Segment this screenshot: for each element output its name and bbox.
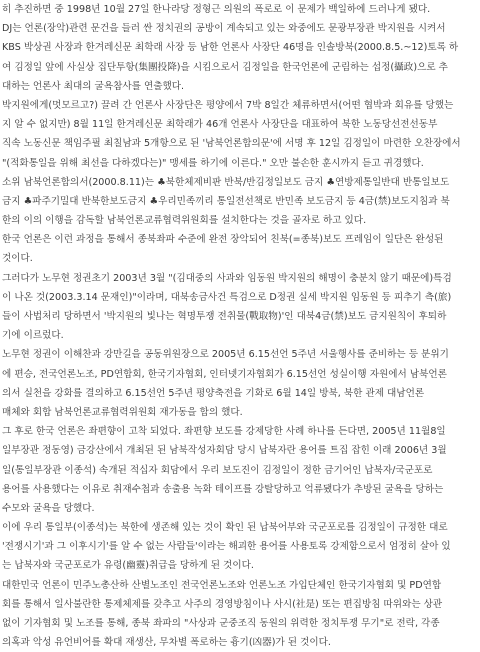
article-paragraph <box>0 422 480 518</box>
article-paragraph <box>0 345 480 422</box>
paragraph-line: 노무현 정권이 이해찬과 강만길을 공동위원장으로 2005년 6.15선언 5주년 서울행사를 준비하는 등 분위기 <box>2 349 449 361</box>
paragraph-line: 에 편승, 전국언론노조, PD연합회, 한국기자협회, 인터넷기자협회가 6.15선언 성실이행 자원에서 남북언론 <box>2 368 447 380</box>
paragraph-line: 기에 이르렀다. <box>2 330 64 342</box>
paragraph-line: 대하는 언론사 최대의 굴욕참사를 연출했다. <box>2 80 185 92</box>
paragraph-line: '전쟁시기'과 그 이후시기'를 알 수 없는 사람들'이라는 해괴한 용어를 사용토록 강제함으로서 엄정히 살아 있 <box>2 541 451 553</box>
paragraph-line: 것이다. <box>2 253 33 265</box>
paragraph-line: DJ는 언론(장악)관련 문건을 들러 싼 정치권의 공방이 계속되고 있는 와중에도 문광부장관 박지원을 시켜서 <box>2 23 446 35</box>
article-paragraph <box>0 269 480 346</box>
paragraph-line: 수모와 굴욕을 당했다. <box>2 502 95 514</box>
paragraph-line: 이에 우리 통일부(이종석)는 북한에 생존해 있는 것이 확인 된 납북어부와 국군포로를 김정일이 규정한 대로 <box>2 522 448 534</box>
paragraph-line: 용어를 사용했다는 이유로 취재수첩과 송출용 녹화 테이프를 강탈당하고 억류됐다가 추방된 굴욕을 당하는 <box>2 483 444 495</box>
paragraph-line: 들이 사법처리 당하면서 '박지원의 빛나는 혁명투쟁 전취물(戰取物)'인 대북4금(禁)보도 금지원칙이 후퇴하 <box>2 311 447 322</box>
paragraph-line: 없이 기자협회 및 노조를 통해, 종북 좌파의 "사상과 군중조직 동원의 위력한 정치투쟁 무기"로 전락, 각종 <box>2 618 440 629</box>
article-paragraph <box>0 173 480 231</box>
paragraph-line: 의서 실천을 강화를 결의하고 6.15선언 5주년 평양축전을 기화로 6월 14일 방북, 북한 관제 대남언론 <box>2 387 425 399</box>
article-paragraph <box>0 19 480 96</box>
article-paragraph <box>0 518 480 576</box>
paragraph-line: KBS 박상권 사장과 한겨레신문 최학래 사장 등 남한 언론사 사장단 46명을 인솔방북(2000.8.5.~12)토록 하 <box>2 42 459 54</box>
article-paragraph <box>0 0 480 19</box>
paragraph-line: 는 납북자와 국군포로가 유령(幽靈)취급을 당하게 된 것이다. <box>2 560 254 572</box>
paragraph-line: 이 나온 것(2003.3.14 문재인)"이라며, 대북송금사건 특검으로 D정권 실세 박지원 임동원 등 피추기 측(旅) <box>2 291 452 303</box>
paragraph-line: 그러다가 노무현 정권초기 2003년 3월 "(김대중의 사과와 임동원 박지원의 해명이 충분치 않기 때문에)특검 <box>2 272 452 284</box>
paragraph-line: 그 후로 한국 언론은 좌편향이 고착 되었다. 좌편향 보도를 강제당한 사례 하나를 든다면, 2005년 11월8일 <box>2 426 446 438</box>
article-paragraph <box>0 96 480 173</box>
paragraph-line: 매체와 회합 남북언론교류협력위원회 재가동을 합의 했다. <box>2 406 243 418</box>
article-paragraph <box>0 576 480 652</box>
paragraph-line: 일(통일부장관 이종석) 속개된 적십자 회담에서 우리 보도진이 김정일이 정한 금기어인 납북자/국군포로 <box>2 464 433 476</box>
paragraph-line: 지 알 수 없지만) 8월 11일 한겨레신문 최학래가 46개 언론사 사장단을 대표하여 북한 노동당선전선동부 <box>2 119 438 131</box>
paragraph-line: 금지 ♣파주기밀대 반북한보도금지 ♣우리민족끼리 통일전선책로 반민족 보도금지 등 4금(禁)보도지침과 북 <box>2 195 450 207</box>
paragraph-line: 한의 이의 이행을 감독할 남북언론교류협력위원회를 설치한다는 것을 골자로 하고 있다. <box>2 215 367 227</box>
paragraph-line: 일부장관 정동영) 금강산에서 개최된 된 남북작성자회담 당시 납북자란 용어를 트집 잡힌 이래 2006년 3월 <box>2 445 447 457</box>
paragraph-line: 대한민국 언론이 민주노총산하 산별노조인 전국언론노조와 언론노조 가입단체인 한국기자협회 및 PD연합 <box>2 579 442 591</box>
paragraph-line: 소위 남북언론합의서(2000.8.11)는 ♣북한체제비판 반북/반김정일보도 금지 ♣연방제통일반대 반통일보도 <box>2 176 450 188</box>
paragraph-line: 히 추진하면 중 1998년 10월 27일 한나라당 정형근 의원의 폭로로 이 문제가 백일하에 드러나게 됐다. <box>2 4 431 15</box>
article-paragraph <box>0 230 480 268</box>
paragraph-line: 박지원에게(멋모르고?) 끌려 간 언론사 사장단은 평양에서 7박 8일간 체류하면서(어떤 협박과 회유를 당했는 <box>2 99 454 111</box>
paragraph-line: 직속 노동신문 책임주필 최칠남과 5개항으로 된 '남북언론합의문'에 서명 후 12일 김정일이 마련한 오찬장에서 <box>2 138 461 150</box>
paragraph-line: 한국 언론은 이런 과정을 통해서 종북좌파 수준에 완전 장악되어 친북(=종북)보도 프레임이 일단은 완성된 <box>2 234 444 246</box>
paragraph-line: 의혹과 악성 유언비어를 확대 재생산, 무차별 폭로하는 흉기(凶器)가 된 것이다. <box>2 637 331 649</box>
paragraph-line: 회를 통해서 일사불란한 통제체제를 갖추고 사주의 경영방침이나 사시(社是) 또는 편집방침 따위와는 상관 <box>2 598 443 610</box>
paragraph-line: "(적화통일을 위해 최선을 다하겠다는)" 맹세를 하기에 이른다." 오만 불손한 훈시까지 듣고 귀경했다. <box>2 157 424 169</box>
paragraph-line: 여 김정일 앞에 사실상 집단투항(集團投降)을 시킴으로서 김정일을 한국언론에 군림하는 섭정(攝政)으로 추 <box>2 61 448 73</box>
